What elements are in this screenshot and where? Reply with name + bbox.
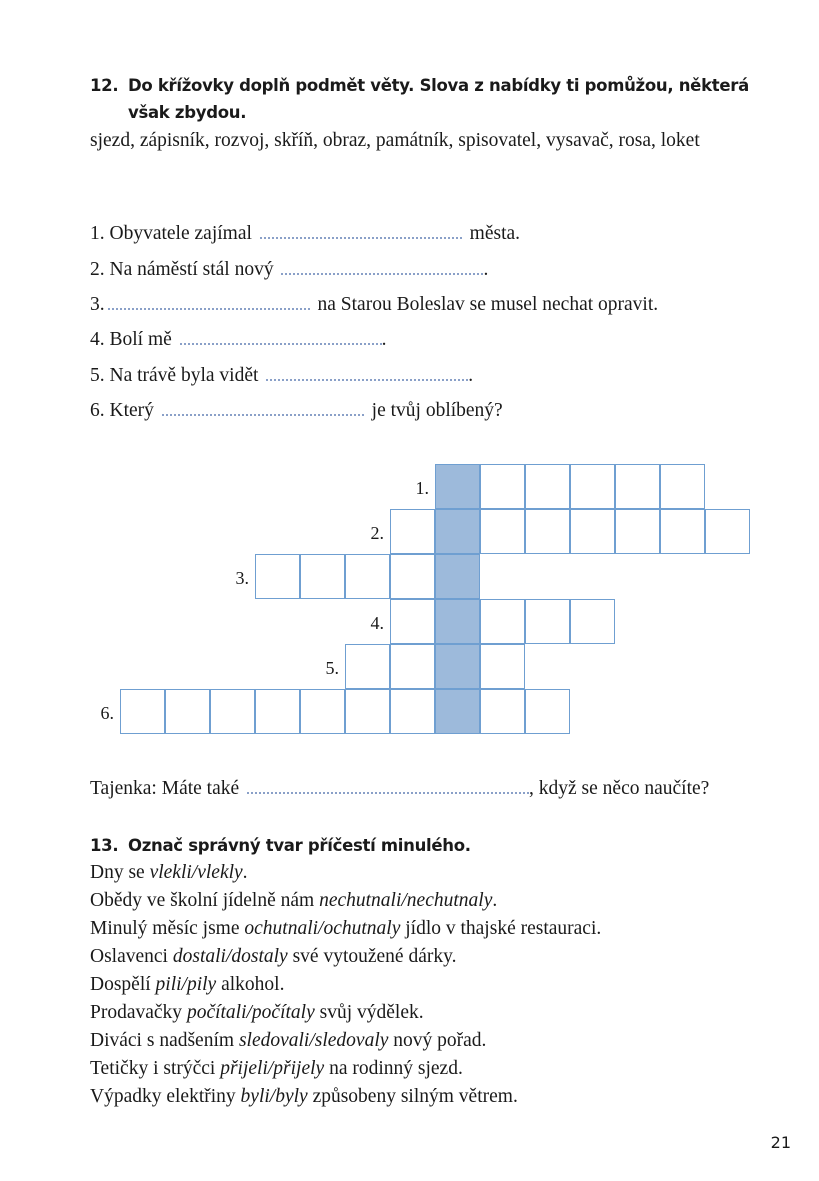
crossword-cell[interactable]	[345, 554, 390, 599]
exercise-13-line: Tetičky i strýčci přijeli/přijely na rodinný sjezd.	[90, 1058, 463, 1079]
answer-blank-1[interactable]	[260, 221, 462, 239]
crossword-cell[interactable]	[480, 464, 525, 509]
verb-options[interactable]: počítali/počítaly	[186, 1002, 315, 1023]
sentence-4: 4. Bolí mě .	[90, 329, 387, 350]
sentence-2: 2. Na náměstí stál nový .	[90, 259, 489, 280]
crossword-cell[interactable]	[300, 689, 345, 734]
exercise-13-instruction: Označ správný tvar příčestí minulého.	[128, 836, 471, 855]
exercise-12-number: 12.	[90, 76, 119, 95]
crossword-cell[interactable]	[480, 689, 525, 734]
verb-options[interactable]: ochutnali/ochutnaly	[244, 918, 401, 939]
exercise-13-line: Prodavačky počítali/počítaly svůj výdělek.	[90, 1002, 424, 1023]
crossword-cell[interactable]	[525, 599, 570, 644]
crossword-cell[interactable]	[705, 509, 750, 554]
crossword-cell[interactable]	[255, 689, 300, 734]
crossword-cell[interactable]	[660, 464, 705, 509]
crossword-cell[interactable]	[210, 689, 255, 734]
verb-options[interactable]: nechutnali/nechutnaly	[319, 890, 493, 911]
crossword-key-cell[interactable]	[435, 644, 480, 689]
crossword-cell[interactable]	[570, 464, 615, 509]
exercise-13-line: Dny se vlekli/vlekly.	[90, 862, 248, 883]
verb-options[interactable]: byli/byly	[240, 1086, 308, 1107]
crossword-cell[interactable]	[390, 599, 435, 644]
crossword-cell[interactable]	[390, 509, 435, 554]
crossword-key-cell[interactable]	[435, 464, 480, 509]
crossword-cell[interactable]	[390, 689, 435, 734]
crossword-cell[interactable]	[480, 599, 525, 644]
crossword-cell[interactable]	[525, 689, 570, 734]
crossword-key-cell[interactable]	[435, 554, 480, 599]
answer-blank-5[interactable]	[266, 363, 468, 381]
crossword-cell[interactable]	[300, 554, 345, 599]
crossword-row-number: 1.	[415, 478, 429, 498]
exercise-13-line: Obědy ve školní jídelně nám nechutnali/nechutnaly.	[90, 890, 498, 911]
exercise-12-heading	[90, 72, 770, 126]
answer-blank-4[interactable]	[180, 327, 382, 345]
crossword-row-number: 6.	[100, 703, 114, 723]
crossword-cell[interactable]	[165, 689, 210, 734]
exercise-13-heading	[90, 832, 770, 859]
secret-word-blank[interactable]	[247, 776, 529, 794]
crossword-key-cell[interactable]	[435, 599, 480, 644]
crossword-cell[interactable]	[390, 644, 435, 689]
crossword-cell[interactable]	[525, 464, 570, 509]
secret-word-line: Tajenka: Máte také , když se něco naučíte?	[90, 778, 710, 799]
crossword-cell[interactable]	[525, 509, 570, 554]
crossword-key-cell[interactable]	[435, 509, 480, 554]
verb-options[interactable]: přijeli/přijely	[220, 1058, 325, 1079]
verb-options[interactable]: dostali/dostaly	[172, 946, 288, 967]
page-number: 21	[770, 1133, 791, 1152]
answer-blank-3[interactable]	[108, 292, 310, 310]
crossword-row-number: 5.	[325, 658, 339, 678]
exercise-13-line: Diváci s nadšením sledovali/sledovaly nový pořad.	[90, 1030, 487, 1051]
crossword-cell[interactable]	[615, 509, 660, 554]
verb-options[interactable]: pili/pily	[155, 974, 217, 995]
crossword-cell[interactable]	[345, 689, 390, 734]
exercise-12-instruction: Do křížovky doplň podmět věty. Slova z nabídky ti pomůžou, některá však zbydou.	[128, 76, 749, 122]
sentence-6: 6. Který je tvůj oblíbený?	[90, 400, 503, 421]
answer-blank-6[interactable]	[162, 398, 364, 416]
crossword-key-cell[interactable]	[435, 689, 480, 734]
crossword-grid	[100, 464, 750, 736]
sentence-1: 1. Obyvatele zajímal města.	[90, 223, 521, 244]
crossword-cell[interactable]	[345, 644, 390, 689]
crossword-row-number: 3.	[235, 568, 249, 588]
verb-options[interactable]: sledovali/sledovaly	[238, 1030, 389, 1051]
exercise-13-line: Výpadky elektřiny byli/byly způsobeny silným větrem.	[90, 1086, 518, 1107]
exercise-13-line: Minulý měsíc jsme ochutnali/ochutnaly jídlo v thajské restauraci.	[90, 918, 602, 939]
crossword-cell[interactable]	[480, 644, 525, 689]
crossword-cell[interactable]	[120, 689, 165, 734]
crossword-cell[interactable]	[615, 464, 660, 509]
crossword-cell[interactable]	[660, 509, 705, 554]
crossword-cell[interactable]	[390, 554, 435, 599]
sentence-3: 3. na Starou Boleslav se musel nechat opravit.	[90, 294, 659, 315]
word-bank: sjezd, zápisník, rozvoj, skříň, obraz, památník, spisovatel, vysavač, rosa, loket	[90, 130, 700, 151]
crossword-row-number: 4.	[370, 613, 384, 633]
exercise-13-line: Dospělí pili/pily alkohol.	[90, 974, 285, 995]
crossword-row-number: 2.	[370, 523, 384, 543]
crossword-cell[interactable]	[255, 554, 300, 599]
verb-options[interactable]: vlekli/vlekly	[149, 862, 243, 883]
exercise-13-number: 13.	[90, 836, 119, 855]
crossword-cell[interactable]	[480, 509, 525, 554]
answer-blank-2[interactable]	[281, 257, 483, 275]
sentence-5: 5. Na trávě byla vidět .	[90, 365, 474, 386]
crossword-cell[interactable]	[570, 599, 615, 644]
crossword-cell[interactable]	[570, 509, 615, 554]
exercise-13-line: Oslavenci dostali/dostaly své vytoužené dárky.	[90, 946, 457, 967]
